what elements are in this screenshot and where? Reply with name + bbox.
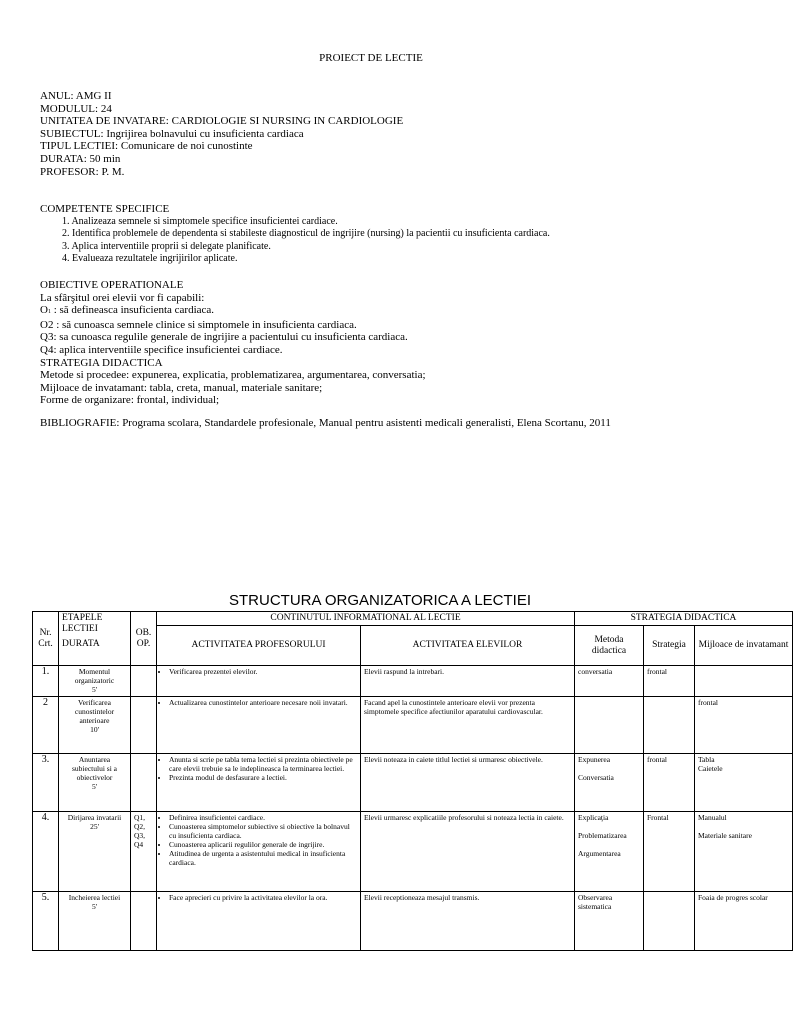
row-student-activity: Elevii receptioneaza mesajul transmis. bbox=[361, 892, 575, 951]
header-method: Metoda didactica bbox=[575, 626, 644, 666]
strategy-methods: Metode si procedee: expunerea, explicatia, problematizarea, argumentarea, conversatia; bbox=[40, 369, 426, 382]
lesson-structure-table bbox=[32, 611, 793, 951]
row-stage: Verificarea cunostintelor anterioare 10' bbox=[59, 697, 131, 754]
header-strat: Strategia bbox=[644, 626, 695, 666]
row-objectives: Q1, Q2, Q3, Q4 bbox=[131, 812, 157, 892]
header-stages: ETAPELE LECTIEI DURATA bbox=[59, 612, 131, 666]
row-stage: Anuntarea subiectului si a obiectivelor 5' bbox=[59, 754, 131, 812]
info-unit: UNITATEA DE INVATARE: CARDIOLOGIE SI NURSING IN CARDIOLOGIE bbox=[40, 115, 404, 128]
strategy-forms: Forme de organizare: frontal, individual; bbox=[40, 394, 220, 407]
objective-item: Q4: aplica interventiile specifice insuficientei cardiace. bbox=[40, 343, 283, 356]
row-objectives bbox=[131, 754, 157, 812]
table-row bbox=[33, 697, 793, 754]
info-teacher: PROFESOR: P. M. bbox=[40, 165, 125, 178]
lesson-info bbox=[40, 90, 403, 178]
row-strategy bbox=[644, 697, 695, 754]
table-row bbox=[33, 892, 793, 951]
header-means: Mijloace de invatamant bbox=[695, 626, 793, 666]
header-student-activity: ACTIVITATEA ELEVILOR bbox=[361, 626, 575, 666]
header-ob: OB. OP. bbox=[131, 612, 157, 666]
table-header-row bbox=[33, 612, 793, 626]
competences-heading: COMPETENTE SPECIFICE bbox=[40, 203, 170, 215]
row-number: 2 bbox=[33, 697, 59, 754]
row-teacher-activity: • Face aprecieri cu privire la activitatea elevilor la ora. bbox=[157, 892, 361, 951]
competence-item: 3. Aplica interventiile proprii si delegate planificate. bbox=[62, 240, 271, 252]
table-row bbox=[33, 754, 793, 812]
row-student-activity: Elevii noteaza in caiete titlul lectiei si urmaresc obiectivele. bbox=[361, 754, 575, 812]
row-student-activity: Elevii raspund la intrebari. bbox=[361, 666, 575, 697]
info-lesson-type: TIPUL LECTIEI: Comunicare de noi cunostinte bbox=[40, 140, 253, 153]
strategy-heading: STRATEGIA DIDACTICA bbox=[40, 356, 163, 369]
competence-item: 4. Evalueaza rezultatele ingrijirilor aplicate. bbox=[62, 253, 238, 265]
row-teacher-activity: • Definirea insuficientei cardiace. • Cunoasterea simptomelor subiective si obiective la bolnavul cu insuficienta cardiaca. • Cunoasterea aplicarii regulilor generale de ingrijire. • Atitudinea de urgenta a asistentului medical in insuficienta cardiaca. bbox=[157, 812, 361, 892]
row-method: Observarea sistematica bbox=[575, 892, 644, 951]
info-module: MODULUL: 24 bbox=[40, 102, 112, 115]
competences-list bbox=[40, 216, 550, 266]
competences-section bbox=[40, 203, 550, 266]
row-teacher-activity: • Verificarea prezentei elevilor. bbox=[157, 666, 361, 697]
header-teacher-activity: ACTIVITATEA PROFESORULUI bbox=[157, 626, 361, 666]
row-means: Tabla Caietele bbox=[695, 754, 793, 812]
competence-item: 2. Identifica problemele de dependenta si stabileste diagnosticul de ingrijire (nursing) la pacientii cu insuficienta cardiaca. bbox=[62, 228, 550, 240]
document-title: PROIECT DE LECTIE bbox=[319, 52, 423, 64]
row-student-activity: Elevii urmaresc explicatiile profesorului si noteaza lectia in caiete. bbox=[361, 812, 575, 892]
row-method bbox=[575, 697, 644, 754]
row-objectives bbox=[131, 892, 157, 951]
row-number: 1. bbox=[33, 666, 59, 697]
row-strategy: Frontal bbox=[644, 812, 695, 892]
info-year: ANUL: AMG II bbox=[40, 90, 112, 102]
row-objectives bbox=[131, 697, 157, 754]
row-number: 3. bbox=[33, 754, 59, 812]
row-number: 5. bbox=[33, 892, 59, 951]
row-teacher-activity: • Actualizarea cunostintelor anterioare necesare noii invatari. bbox=[157, 697, 361, 754]
table-row bbox=[33, 812, 793, 892]
row-number: 4. bbox=[33, 812, 59, 892]
objectives-section bbox=[40, 279, 426, 407]
row-method: Expunerea Conversatia bbox=[575, 754, 644, 812]
row-student-activity: Facand apel la cunostintele anterioare elevii vor prezenta simptomele specifice afectiunilor aparatului cardiovascular. bbox=[361, 697, 575, 754]
info-duration: DURATA: 50 min bbox=[40, 152, 121, 165]
objective-item: O1 : să defineasca insuficienta cardiaca. bbox=[40, 304, 215, 317]
row-strategy bbox=[644, 892, 695, 951]
header-content: CONTINUTUL INFORMATIONAL AL LECTIE bbox=[157, 612, 575, 626]
bibliography: BIBLIOGRAFIE: Programa scolara, Standardele profesionale, Manual pentru asistenti medicali generalisti, Elena Scortanu, 2011 bbox=[40, 417, 611, 429]
info-subject: SUBIECTUL: Ingrijirea bolnavului cu insuficienta cardiaca bbox=[40, 127, 304, 140]
row-strategy: frontal bbox=[644, 754, 695, 812]
objectives-intro: La sfârşitul orei elevii vor fi capabili: bbox=[40, 291, 205, 304]
objective-item: O2 : să cunoasca semnele clinice si simptomele in insuficienta cardiaca. bbox=[40, 318, 357, 331]
row-stage: Incheierea lectiei 5' bbox=[59, 892, 131, 951]
row-means: frontal bbox=[695, 697, 793, 754]
row-means: Manualul Materiale sanitare bbox=[695, 812, 793, 892]
row-means bbox=[695, 666, 793, 697]
row-objectives bbox=[131, 666, 157, 697]
header-nr: Nr. Crt. bbox=[33, 612, 59, 666]
header-strategy: STRATEGIA DIDACTICA bbox=[575, 612, 793, 626]
structure-title: STRUCTURA ORGANIZATORICA A LECTIEI bbox=[229, 592, 531, 609]
row-means: Foaia de progres scolar bbox=[695, 892, 793, 951]
row-stage: Momentul organizatoric 5' bbox=[59, 666, 131, 697]
row-method: Explicaţia Problematizarea Argumentarea bbox=[575, 812, 644, 892]
row-teacher-activity: • Anunta si scrie pe tabla tema lectiei si prezinta obiectivele pe care elevii trebuie sa le indeplineasca la terminarea lectiei. • Prezinta modul de desfasurare a lectiei. bbox=[157, 754, 361, 812]
row-method: conversatia bbox=[575, 666, 644, 697]
table-row bbox=[33, 666, 793, 697]
strategy-means: Mijloace de invatamant: tabla, creta, manual, materiale sanitare; bbox=[40, 381, 323, 394]
objective-item: Q3: sa cunoasca regulile generale de ingrijire a pacientului cu insuficienta cardiaca. bbox=[40, 331, 408, 344]
competence-item: 1. Analizeaza semnele si simptomele specifice insuficientei cardiace. bbox=[62, 215, 338, 227]
row-stage: Dirijarea invatarii 25' bbox=[59, 812, 131, 892]
row-strategy: frontal bbox=[644, 666, 695, 697]
objectives-heading: OBIECTIVE OPERATIONALE bbox=[40, 279, 184, 291]
